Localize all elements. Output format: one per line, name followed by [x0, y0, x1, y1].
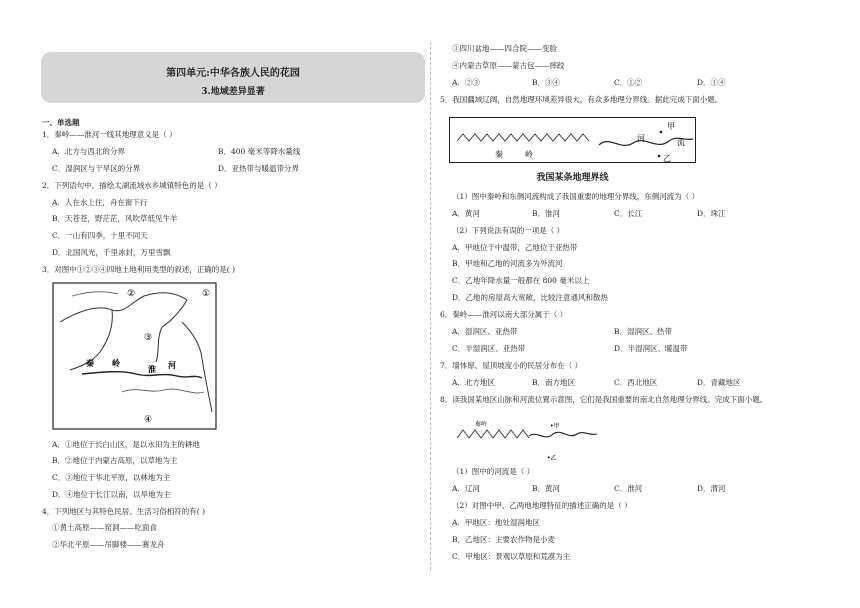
q5-sub2-stem: （2）下列说法有误的一项是（ ） — [452, 226, 565, 235]
q5-sub1-option-d[interactable]: D．珠江 — [697, 209, 726, 218]
q5-sub1-option-a[interactable]: A．黄河 — [452, 209, 480, 218]
unit-banner — [41, 52, 425, 103]
column-divider — [430, 42, 431, 570]
q5-sub2-option-b[interactable]: B．甲地和乙地的河流多为外流河 — [452, 259, 563, 268]
q4-stem: 4．下列地区与其特色民居、生活习俗相符的有( ) — [42, 507, 206, 516]
sketch-mountains — [457, 430, 529, 438]
map-label-ling: 岭 — [112, 358, 120, 368]
map-label-1: ① — [202, 289, 211, 299]
sketch-label-yi: •乙 — [547, 455, 557, 462]
map-label-3: ③ — [144, 333, 153, 343]
q8-stem: 8．读我国某地区山脉和河流位置示意图，它们是我国重要的南北自然地理分界线。完成下面小题。 — [440, 395, 768, 404]
section-heading: 一、单选题 — [42, 118, 80, 127]
q5-sub2-option-c[interactable]: C．乙地年降水量一般都在 800 毫米以上 — [452, 276, 590, 285]
sketch-label-qinling: 秦岭 — [475, 421, 488, 428]
q4-option-d[interactable]: D．①④ — [697, 78, 726, 87]
q6-option-c[interactable]: C．半湿润区、亚热带 — [452, 344, 526, 353]
q5-boundary-figure — [449, 117, 696, 163]
sketch-river — [529, 432, 597, 437]
map-label-4: ④ — [144, 415, 153, 425]
point-jia — [660, 131, 663, 134]
q8-sub1-stem: （1）图中的河流是（ ） — [452, 467, 535, 476]
q7-option-a[interactable]: A．北方地区 — [452, 378, 495, 387]
map-label-qin: 秦 — [86, 358, 94, 368]
q1-option-a[interactable]: A．北方与西北的分界 — [52, 147, 125, 156]
boundary-label-ling: 岭 — [525, 150, 533, 159]
q8-sub2-stem: （2）对图中甲、乙两地地理特征的描述正确的是（ ） — [452, 501, 632, 510]
q6-option-d[interactable]: D．半湿润区、暖温带 — [614, 344, 688, 353]
q4-item-4: ④内蒙古草原——蒙古包——摔跤 — [452, 61, 565, 70]
boundary-label-liu: 流 — [677, 138, 685, 147]
q8-sub1-option-a[interactable]: A．辽河 — [452, 484, 480, 493]
q4-option-c[interactable]: C．①② — [614, 78, 643, 87]
q1-option-d[interactable]: D．亚热带与暖温带分界 — [218, 164, 300, 173]
q8-sub1-option-c[interactable]: C．淮河 — [614, 484, 643, 493]
q5-sub2-option-a[interactable]: A．甲地位于中温带，乙地位于亚热带 — [452, 243, 578, 252]
q3-option-d[interactable]: D．④地位于长江以南，以旱地为主 — [52, 490, 171, 499]
q6-option-b[interactable]: B．湿润区、热带 — [614, 327, 673, 336]
q5-sub1-option-b[interactable]: B．淮河 — [532, 209, 561, 218]
map-frame — [53, 283, 216, 429]
boundary-label-yi: 乙 — [663, 154, 671, 163]
boundary-label-qin: 秦 — [495, 150, 503, 159]
q8-sub2-option-b[interactable]: B．乙地区：主要农作物是小麦 — [452, 535, 556, 544]
boundary-label-he: 河 — [637, 134, 645, 143]
q2-option-b[interactable]: B．天苍苍，野茫茫，风吹草低见牛羊 — [52, 214, 178, 223]
map-label-he: 河 — [168, 360, 176, 370]
q8-sub1-option-d[interactable]: D．渭河 — [697, 484, 726, 493]
q1-stem: 1．秦岭——淮河一线其地理意义是（ ） — [42, 130, 177, 139]
q7-stem: 7．墙体厚、屋顶坡度小的民居分布在（ ） — [440, 361, 583, 370]
q2-option-a[interactable]: A．人在水上住，舟在窗下行 — [52, 198, 148, 207]
boundary-label-jia: 甲 — [667, 122, 675, 131]
sketch-label-jia: •甲 — [550, 423, 560, 430]
q5-sub2-option-d[interactable]: D．乙地的房屋高大宽敞，比较注意通风和散热 — [452, 293, 609, 302]
q8-mountain-river-sketch — [455, 418, 605, 462]
q8-sub2-option-a[interactable]: A．甲地区：地处湿润地区 — [452, 518, 540, 527]
unit-title: 第四单元:中华各族人民的花园 — [166, 68, 300, 79]
q8-sub1-option-b[interactable]: B．黄河 — [532, 484, 561, 493]
q7-option-d[interactable]: D．青藏地区 — [697, 378, 741, 387]
boundary-figure-title: 我国某条地理界线 — [536, 173, 609, 183]
q6-option-a[interactable]: A．湿润区、亚热带 — [452, 327, 518, 336]
q3-option-b[interactable]: B．②地位于内蒙古高原，以草地为主 — [52, 456, 178, 465]
q5-sub1-stem: （1）图中秦岭和东侧河流构成了我国重要的地理分界线，东侧河流为（ ） — [452, 192, 700, 201]
q3-option-c[interactable]: C．③地位于华北平原，以林地为主 — [52, 473, 171, 482]
point-yi — [658, 155, 661, 158]
q2-option-c[interactable]: C．一山有四季，十里不同天 — [52, 231, 148, 240]
q4-option-a[interactable]: A．②③ — [452, 78, 480, 87]
q7-option-c[interactable]: C．西北地区 — [614, 378, 658, 387]
q8-sub2-option-c[interactable]: C．甲地区：景观以草原和荒漠为主 — [452, 552, 571, 561]
q3-land-use-map — [52, 282, 217, 430]
map-label-huai: 淮 — [148, 364, 156, 374]
q4-item-2: ②华北平原——吊脚楼——赛龙舟 — [52, 540, 165, 549]
q4-option-b[interactable]: B．③④ — [532, 78, 561, 87]
q7-option-b[interactable]: B．南方地区 — [532, 378, 576, 387]
q6-stem: 6．秦岭——淮河以南大部分属于（ ） — [440, 310, 568, 319]
q2-stem: 2．下列语句中，描绘太湖流域水乡城镇特色的是（ ） — [42, 181, 222, 190]
q5-stem: 5．我国疆域辽阔，自然地理环境差异很大，有众多地理分界线。据此完成下面小题。 — [440, 95, 723, 104]
q4-item-1: ①黄土高原——窑洞——吃面食 — [52, 523, 157, 532]
q4-item-3: ③四川盆地——四合院——变脸 — [452, 44, 557, 53]
q5-sub1-option-c[interactable]: C．长江 — [614, 209, 643, 218]
lesson-title: 3.地域差异显著 — [201, 87, 265, 97]
q3-stem: 3．对图中①②③④四地土地利用类型的叙述，正确的是( ) — [42, 265, 236, 274]
q1-option-b[interactable]: B．400 毫米等降水量线 — [218, 147, 301, 156]
map-label-2: ② — [127, 289, 136, 299]
q2-option-d[interactable]: D．北国风光，千里冰封，万里雪飘 — [52, 248, 171, 257]
q1-option-c[interactable]: C．湿润区与干旱区的分界 — [52, 164, 141, 173]
q3-option-a[interactable]: A．①地位于长白山区，是以水田为主的耕地 — [52, 440, 200, 449]
